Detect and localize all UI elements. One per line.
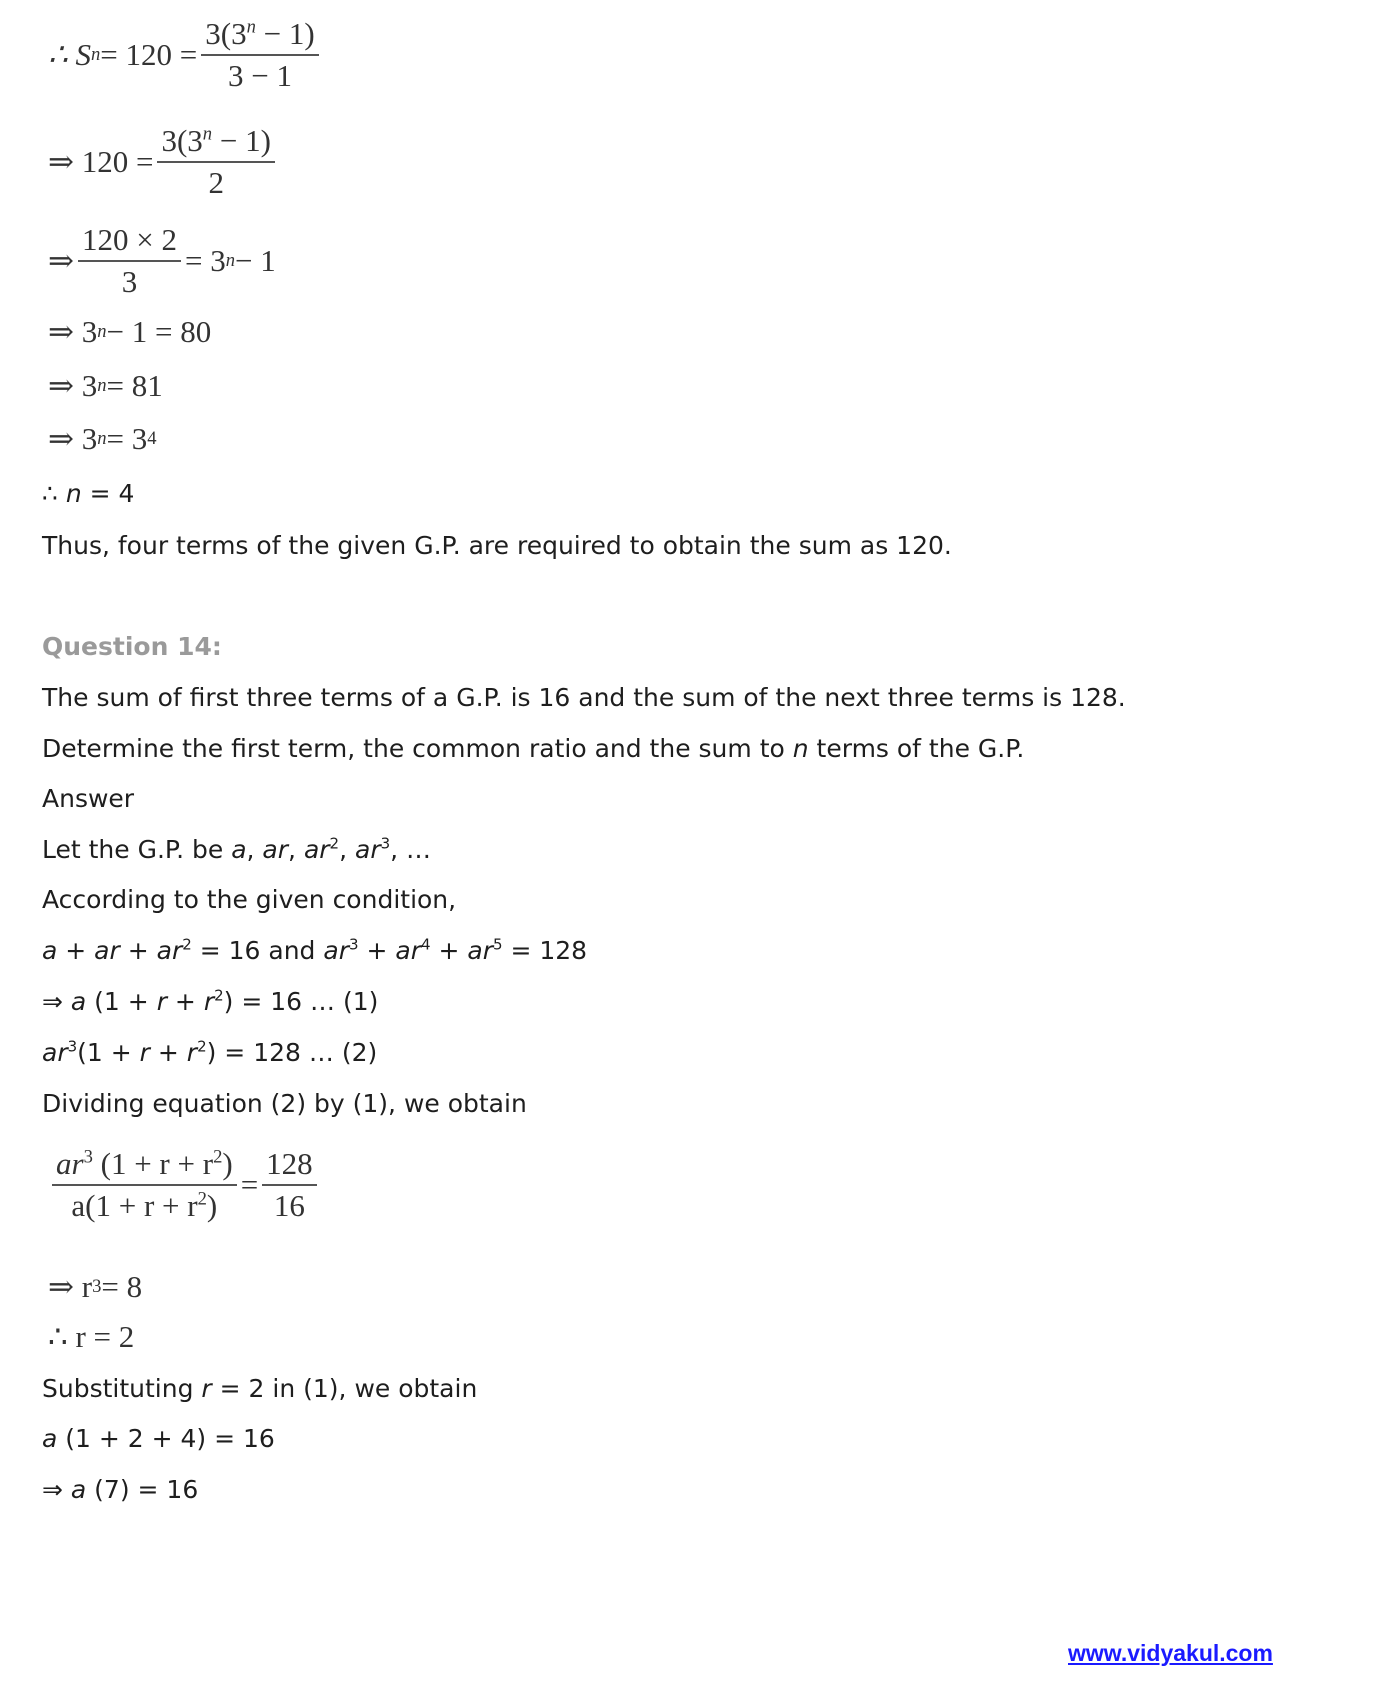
equation-r-cubed-8: ⇒ r 3 = 8 <box>48 1269 143 1304</box>
question-heading: Question 14: <box>42 632 222 661</box>
equation-3n-minus-1: ⇒ 3 n − 1 = 80 <box>48 314 212 349</box>
equation-120x2-over-3: ⇒ $\frac{120 \times 2}{3}$ = 3 n − 1 <box>48 222 276 299</box>
equation-3n-3-4: ⇒ 3 n = 3 4 <box>48 421 157 456</box>
conclusion-text: Thus, four terms of the given G.P. are required to obtain the sum as 120. <box>42 531 952 560</box>
equation-2: $ar^3(1 + r + r^2) = 128$ … (2) <box>42 1037 378 1067</box>
vidyakul-link[interactable]: www.vidyakul.com <box>1068 1640 1273 1666</box>
let-gp-line: Let the G.P. be a, ar, $ar^2$, $ar^3$, … <box>42 834 432 864</box>
equation-a-7: ⇒ a (7) = 16 <box>42 1475 199 1504</box>
according-line: According to the given condition, <box>42 885 457 914</box>
substituting-line: Substituting r = 2 in (1), we obtain <box>42 1374 478 1403</box>
equation-120-fraction: ⇒ 120 = $\frac{3(3^n - 1)}{2}$ <box>48 123 279 201</box>
answer-label: Answer <box>42 784 135 813</box>
equation-sn-120: ∴ S n = 120 = $\frac{3(3^n - 1)}{3 - 1}$ <box>48 16 323 94</box>
dividing-line: Dividing equation (2) by (1), we obtain <box>42 1089 527 1118</box>
n-equals-4: ∴ n = 4 <box>42 479 135 508</box>
equation-r-equals-2: ∴ r = 2 <box>48 1319 135 1354</box>
question-text-line2: Determine the first term, the common ratio and the sum to n terms of the G.P. <box>42 734 1025 763</box>
equation-ratio-fraction: $\frac{ar^3 (1 + r + r^2)}{a(1 + r + r^2)}$ = $\frac{128}{16}$ <box>48 1146 321 1224</box>
equation-a-1-2-4: a (1 + 2 + 4) = 16 <box>42 1424 275 1453</box>
question-text-line1: The sum of first three terms of a G.P. is 16 and the sum of the next three terms is 128. <box>42 683 1126 712</box>
equation-3n-81: ⇒ 3 n = 81 <box>48 368 163 403</box>
equation-1: ⇒ a $(1 + r + r^2) = 16$ … (1) <box>42 986 379 1016</box>
condition-line: a + ar + $ar^2 = 16$ and $ar^3 + ar^4 + ar^5 = 128$ <box>42 935 588 965</box>
